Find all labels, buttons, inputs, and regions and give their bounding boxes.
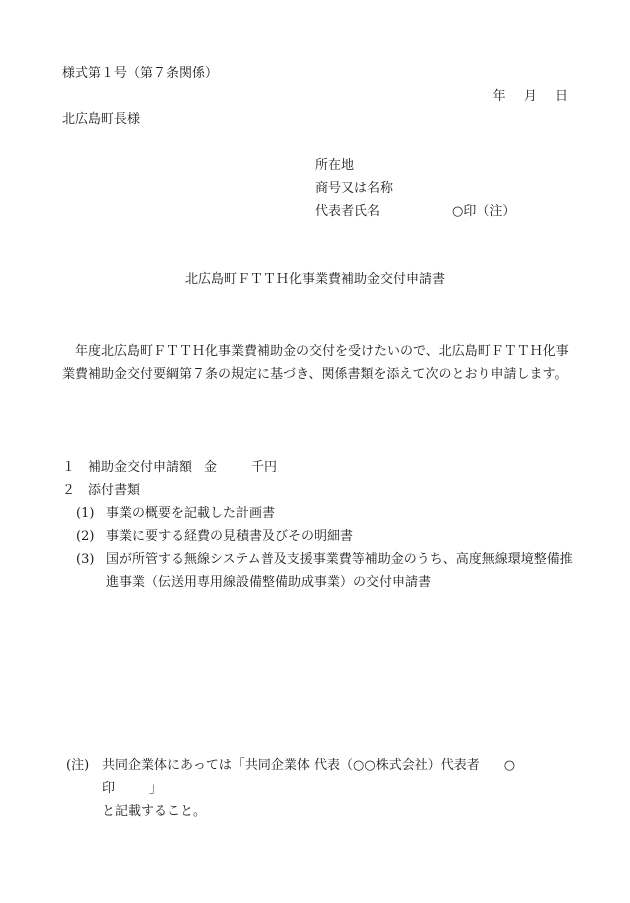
footnote-text: [102, 754, 572, 823]
attachment-text: 事業の概要を記載した計画書: [106, 506, 276, 521]
item-number: ２: [62, 483, 76, 498]
item-attachments: [62, 479, 574, 502]
footnote-close-bracket: 」: [149, 781, 163, 796]
address-row: [315, 159, 515, 182]
attachment-number: (2): [76, 529, 95, 544]
item-label: 補助金交付申請額: [88, 460, 193, 475]
application-body: 年度北広島町ＦＴＴＨ化事業費補助金の交付を受けたいので、北広島町ＦＴＴＨ化事業費補助金交付要綱第７条の規定に基づき、関係書類を添えて次のとおり申請します。: [62, 344, 569, 382]
addressee: 北広島町長様: [62, 112, 141, 127]
document-title: 北広島町ＦＴＴＨ化事業費補助金交付申請書: [184, 272, 445, 287]
currency-label: 金: [204, 460, 218, 475]
date-day: 日: [554, 89, 568, 104]
attachment-item: [62, 525, 574, 548]
attachment-number: (1): [76, 506, 95, 521]
seal-mark: ○印（注）: [452, 204, 516, 219]
footnote-seal: ○印: [102, 758, 516, 796]
date-month: 月: [523, 89, 537, 104]
footnote: [66, 754, 572, 823]
footnote-label: (注): [66, 758, 90, 773]
date-line: [493, 90, 568, 105]
item-label: 添付書類: [88, 483, 141, 498]
form-reference: 様式第１号（第７条関係）: [62, 66, 219, 81]
item-number: １: [62, 460, 76, 475]
footnote-text-part2: と記載すること。: [102, 804, 207, 819]
attachment-number: (3): [76, 552, 95, 567]
application-items: [62, 456, 574, 594]
applicant-block: [315, 159, 515, 228]
attachment-item: [62, 548, 574, 594]
footnote-text-part1: 共同企業体にあっては「共同企業体 代表（○○株式会社）代表者: [102, 758, 480, 773]
attachment-text: 事業に要する経費の見積書及びその明細書: [106, 529, 354, 544]
name-label: 商号又は名称: [315, 181, 394, 196]
attachment-text: 国が所管する無線システム普及支援事業費等補助金のうち、高度無線環境整備推進事業（伝送用専用線設備整備助成事業）の交付申請書: [106, 552, 573, 590]
attachment-item: [62, 502, 574, 525]
date-year: 年: [492, 89, 506, 104]
representative-label: 代表者氏名: [315, 204, 381, 219]
name-row: [315, 182, 515, 205]
unit-label: 千円: [251, 460, 278, 475]
address-label: 所在地: [315, 158, 355, 173]
representative-row: [315, 205, 515, 228]
item-amount: [62, 456, 574, 479]
